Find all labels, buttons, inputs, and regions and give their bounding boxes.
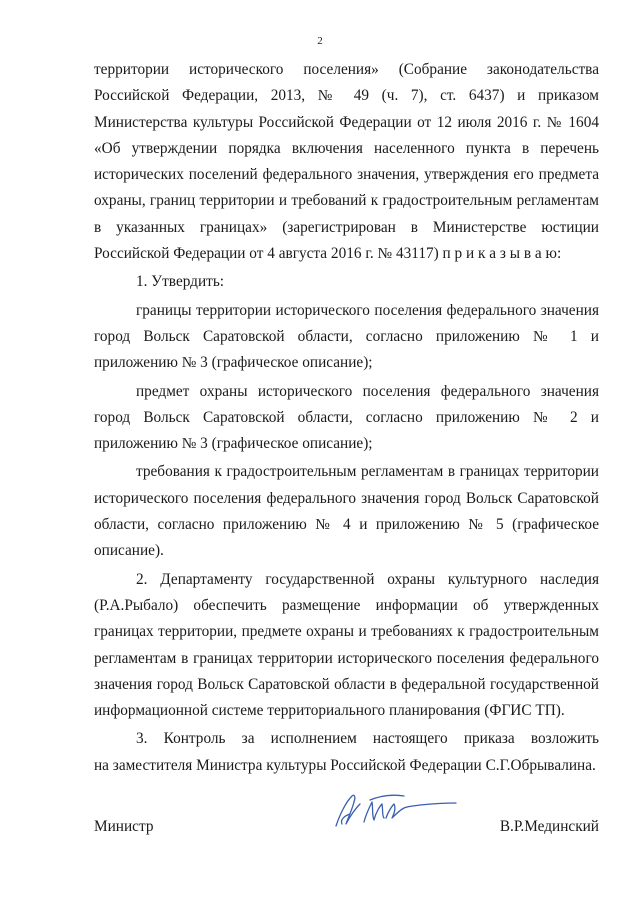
text-line: приложению № 3 (графическое описание);	[94, 435, 373, 453]
document-body	[94, 57, 599, 779]
text-line: Российской Федерации от 4 августа 2016 г. № 43117) п р и к а з ы в а ю:	[94, 245, 562, 263]
paragraph-department	[94, 567, 599, 725]
text-line: приложению № 3 (графическое описание);	[94, 354, 373, 372]
signature-block	[94, 818, 599, 842]
signer-title: Министр	[94, 818, 154, 835]
text-line: требования к градостроительным регламентам в границах территории	[136, 463, 599, 481]
text-line: на заместителя Министра культуры Российской Федерации С.Г.Обрывалина.	[94, 756, 596, 774]
text-line: регламентам в границах территории исторического поселения федерального	[94, 649, 599, 667]
text-line: исторического поселения федерального значения город Вольск Саратовской	[94, 489, 599, 507]
paragraph-control	[94, 726, 599, 779]
text-line: (Р.А.Рыбало) обеспечить размещение информации об утвержденных	[94, 596, 599, 614]
paragraph-intro	[94, 57, 599, 267]
text-line: информационной системе территориального планирования (ФГИС ТП).	[94, 702, 565, 720]
text-line: территории исторического поселения» (Собрание законодательства	[94, 61, 599, 78]
text-line: предмет охраны исторического поселения федерального значения	[136, 382, 599, 400]
text-line: значения город Вольск Саратовской области в федеральной государственной	[94, 675, 599, 693]
text-line: в указанных границах» (зарегистрирован в Министерстве юстиции	[94, 218, 599, 236]
text-line: описание).	[94, 542, 164, 560]
text-line: город Вольск Саратовской области, согласно приложению № 2 и	[94, 408, 599, 426]
paragraph-boundaries	[94, 298, 599, 377]
paragraph-protection-subject	[94, 379, 599, 458]
text-line: Министерства культуры Российской Федерации от 12 июля 2016 г. № 1604	[94, 113, 599, 131]
signer-name: В.Р.Мединский	[499, 818, 599, 835]
text-line: исторических поселений федерального значения, утверждения его предмета	[94, 166, 599, 184]
page-number: 2	[317, 35, 323, 47]
text-line: 3. Контроль за исполнением настоящего приказа возложить	[136, 730, 599, 748]
paragraph-requirements	[94, 459, 599, 564]
text-line: границы территории исторического поселения федерального значения	[136, 301, 599, 319]
text-line: «Об утверждении порядка включения населенного пункта в перечень	[94, 139, 599, 157]
text-line: охраны, границ территории и требований к градостроительным регламентам	[94, 192, 599, 210]
text-line: области, согласно приложению № 4 и приложению № 5 (графическое	[94, 516, 599, 534]
text-line: Российской Федерации, 2013, № 49 (ч. 7), ст. 6437) и приказом	[94, 87, 599, 105]
text-line: границах территории, предмете охраны и требованиях к градостроительным	[94, 623, 599, 641]
text-line: город Вольск Саратовской области, согласно приложению № 1 и	[94, 327, 599, 345]
text-line: 2. Департаменту государственной охраны культурного наследия	[136, 570, 599, 588]
text-line: 1. Утвердить:	[136, 273, 225, 291]
paragraph-approve	[94, 269, 599, 295]
